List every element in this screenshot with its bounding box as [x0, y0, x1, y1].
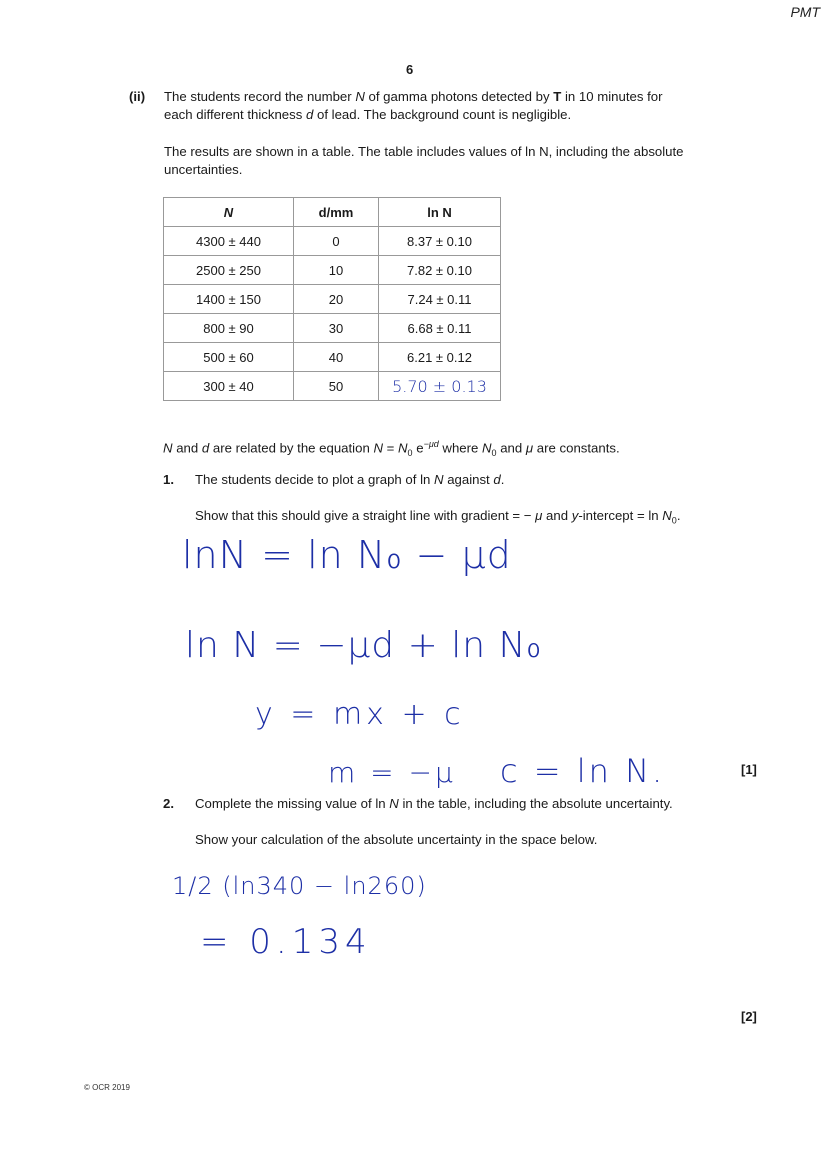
- handwriting-line-2: ln N = −μd + ln N₀: [185, 625, 542, 666]
- table-cell: 800 ± 90: [164, 314, 294, 343]
- table-cell: 4300 ± 440: [164, 227, 294, 256]
- table-cell: 7.24 ± 0.11: [379, 285, 501, 314]
- table-cell: 0: [294, 227, 379, 256]
- handwriting-calc-2: = 0.134: [200, 922, 372, 962]
- results-table: [163, 197, 501, 401]
- table-cell: 6.68 ± 0.11: [379, 314, 501, 343]
- page-number: 6: [406, 62, 414, 77]
- table-row: [164, 343, 501, 372]
- table-cell: 8.37 ± 0.10: [379, 227, 501, 256]
- handwriting-line-5: c = ln N.: [500, 752, 666, 790]
- results-line1: The results are shown in a table. The table includes values of ln N, including the absolute: [164, 144, 684, 159]
- relation-line: N and d are related by the equation $N = N_0$ $e^{-\mu d}$ where $N_0$ and μ are constants.: [163, 439, 620, 459]
- table-cell: 50: [294, 372, 379, 401]
- table-row: [164, 285, 501, 314]
- table-cell: 500 ± 60: [164, 343, 294, 372]
- q2-mark: [2]: [741, 1009, 757, 1024]
- table-cell: 20: [294, 285, 379, 314]
- handwriting-calc-1: 1/2 (ln340 − ln260): [172, 872, 427, 900]
- part-intro-line1: The students record the number N of gamma photons detected by T in 10 minutes for: [164, 89, 663, 104]
- q1-show-text: Show that this should give a straight line with gradient = − μ and y-intercept = $\ln N_0$.: [195, 508, 681, 526]
- handwritten-answer-cell[interactable]: 5.70 ± 0.13: [379, 372, 501, 401]
- handwriting-line-3: y = mx + c: [255, 697, 465, 732]
- q2-text: Complete the missing value of ln N in the table, including the absolute uncertainty.: [195, 796, 673, 811]
- results-line2: uncertainties.: [164, 162, 243, 177]
- copyright: © OCR 2019: [84, 1083, 130, 1092]
- table-cell: 2500 ± 250: [164, 256, 294, 285]
- table-cell: 10: [294, 256, 379, 285]
- q1-text: The students decide to plot a graph of ln N against d.: [195, 472, 505, 487]
- header-n: N: [164, 198, 294, 227]
- table-cell: 30: [294, 314, 379, 343]
- table-row: [164, 227, 501, 256]
- q2-show-text: Show your calculation of the absolute uncertainty in the space below.: [195, 832, 598, 847]
- pmt-label: PMT: [790, 4, 820, 20]
- table-row: [164, 372, 501, 401]
- table-row: [164, 256, 501, 285]
- table-cell: 1400 ± 150: [164, 285, 294, 314]
- table-cell: 40: [294, 343, 379, 372]
- handwriting-line-4: m = −μ: [328, 756, 456, 789]
- table-header-row: [164, 198, 501, 227]
- header-lnn: ln N: [379, 198, 501, 227]
- part-intro-line2: each different thickness d of lead. The background count is negligible.: [164, 107, 572, 122]
- table-cell: 6.21 ± 0.12: [379, 343, 501, 372]
- table-cell: 7.82 ± 0.10: [379, 256, 501, 285]
- q1-number: 1.: [163, 472, 174, 487]
- header-d: d/mm: [294, 198, 379, 227]
- part-label: (ii): [129, 89, 146, 104]
- q1-mark: [1]: [741, 762, 757, 777]
- handwriting-line-1: lnN = ln N₀ − μd: [182, 533, 512, 577]
- table-cell: 300 ± 40: [164, 372, 294, 401]
- q2-number: 2.: [163, 796, 174, 811]
- table-row: [164, 314, 501, 343]
